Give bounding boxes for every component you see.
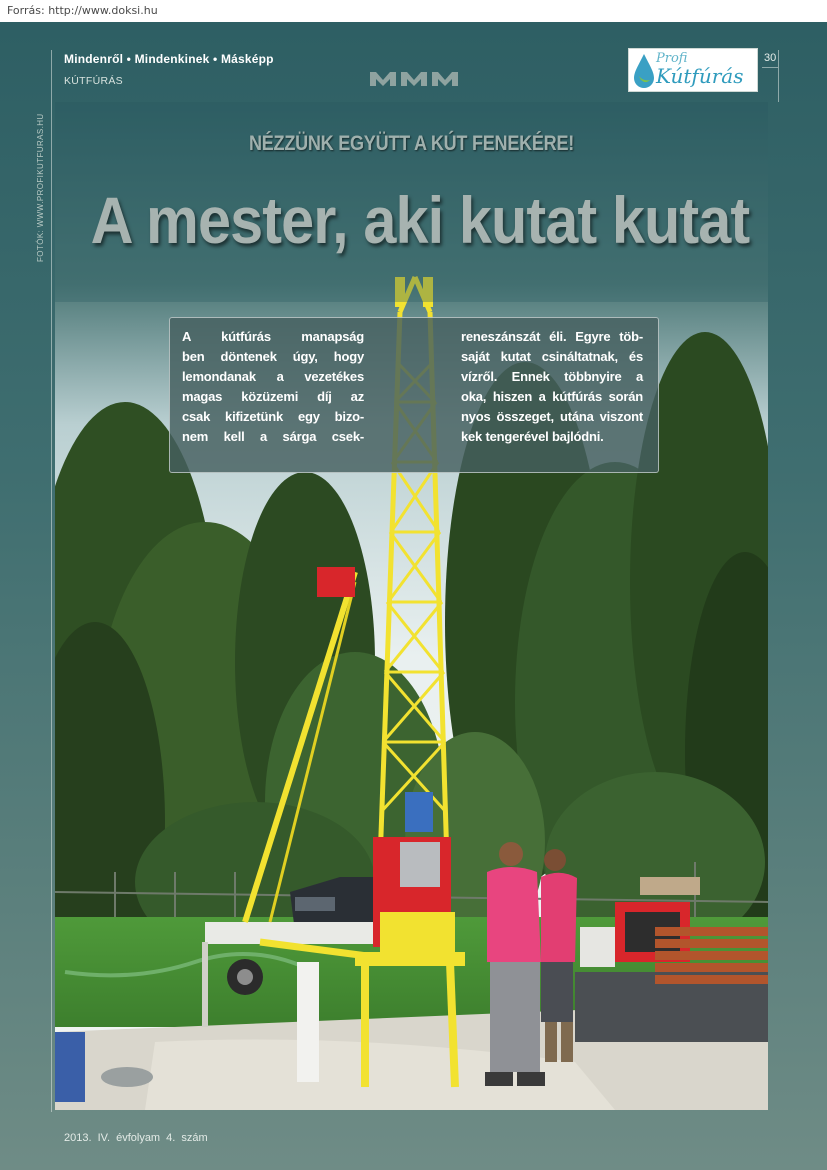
issue-footer: 2013. IV. évfolyam 4. szám: [64, 1132, 208, 1144]
logo-text-kutfuras: Kútfúrás: [656, 64, 744, 88]
logo-text-profi: Profi: [656, 51, 688, 66]
mmm-logo-icon: [368, 70, 460, 88]
intro-box: [169, 317, 659, 473]
margin-rule-top: [762, 67, 778, 68]
intro-line: oka, hiszen a kútfúrás során: [461, 389, 643, 404]
magazine-slogan: Mindenről • Mindenkinek • Másképp: [64, 52, 274, 66]
source-text: Forrás: http://www.doksi.hu: [7, 4, 158, 17]
intro-line: vízről. Ennek többnyire a: [461, 369, 643, 384]
article-headline: A mester, aki kutat kutat: [90, 183, 750, 257]
worker-1: [485, 842, 545, 1086]
article-photo: [55, 102, 768, 1110]
source-bar: [0, 0, 827, 22]
article-kicker: NÉZZÜNK EGYÜTT A KÚT FENEKÉRE!: [248, 132, 575, 155]
page-number: 30: [764, 52, 777, 64]
intro-line: nyos összeget, utána viszont: [461, 409, 643, 424]
photo-credit: FOTÓK: WWW.PROFIKUTFURAS.HU: [36, 113, 45, 262]
intro-line: lemondanak a vezetékes: [182, 369, 364, 384]
intro-line: nem kell a sárga csek-: [182, 429, 364, 444]
water-drop-icon: [632, 52, 656, 90]
intro-column-left: [182, 327, 364, 447]
intro-line: ben döntenek úgy, hogy: [182, 349, 364, 364]
margin-rule-right: [778, 50, 779, 102]
profi-kutfuras-logo: [628, 48, 758, 92]
intro-line: A kútfúrás manapság: [182, 329, 364, 344]
intro-line: magas közüzemi díj az: [182, 389, 364, 404]
margin-rule-left: [51, 50, 52, 1112]
intro-line: kek tengerével bajlódni.: [461, 429, 604, 444]
intro-line: reneszánszát éli. Egyre töb-: [461, 329, 643, 344]
section-label: KÚTFÚRÁS: [64, 75, 123, 87]
intro-column-right: [461, 327, 643, 447]
intro-line: saját kutat csináltatnak, és: [461, 349, 643, 364]
intro-line: csak kifizetünk egy bizo-: [182, 409, 364, 424]
